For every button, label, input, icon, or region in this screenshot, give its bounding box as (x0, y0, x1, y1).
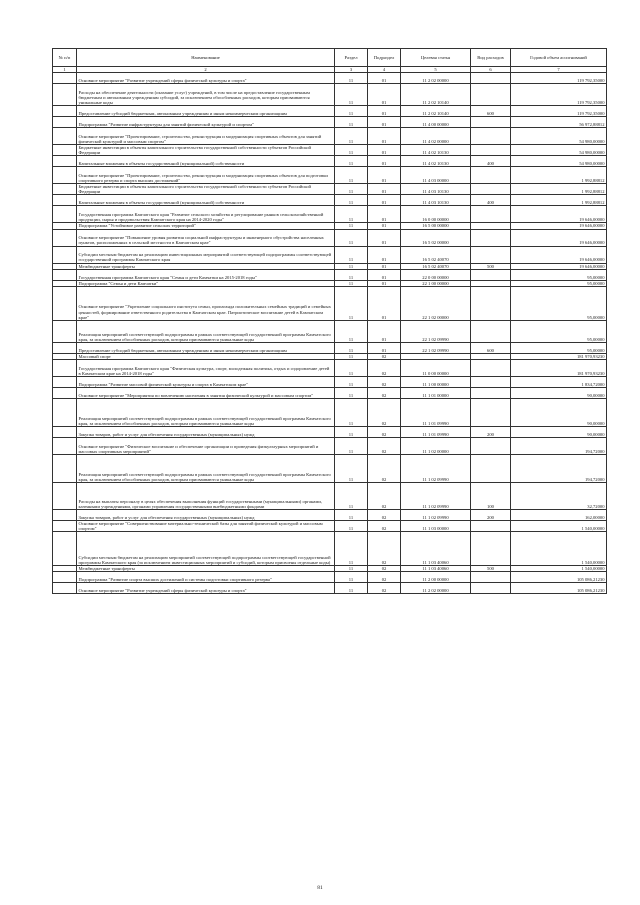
row-target-article-cell: 16 0 00 00000 (401, 206, 471, 223)
row-amount-cell: 95,00000 (511, 269, 607, 280)
row-razdel-cell: 11 (335, 572, 368, 583)
page-number: 81 (317, 885, 323, 891)
row-expense-type-cell: 200 (471, 509, 511, 520)
row-razdel-cell: 11 (335, 73, 368, 84)
row-name-cell: Расходы на выплаты персоналу в целях обеспечения выполнения функций государственными (муниципальными) органами, казенными учреждениями, органами управления государственными внебюджетными фондами (77, 482, 335, 509)
row-expense-type-cell (471, 269, 511, 280)
row-razdel-cell: 11 (335, 156, 368, 167)
table-row (53, 376, 607, 387)
row-amount-cell: 1 992,88812 (511, 167, 607, 184)
table-row (53, 454, 607, 482)
row-name-cell: Бюджетные инвестиции в объекты капитального строительства государственной собственности субъектов Российской Федерации (77, 184, 335, 195)
row-podrazdel-cell: 02 (368, 583, 401, 594)
row-podrazdel-cell: 01 (368, 223, 401, 229)
row-amount-cell: 90,00000 (511, 426, 607, 437)
row-razdel-cell: 11 (335, 280, 368, 286)
row-podrazdel-cell: 01 (368, 269, 401, 280)
row-number-cell (53, 520, 77, 531)
row-amount-cell: 90,00000 (511, 398, 607, 426)
row-podrazdel-cell: 01 (368, 229, 401, 246)
row-expense-type-cell (471, 532, 511, 566)
row-razdel-cell: 11 (335, 426, 368, 437)
row-expense-type-cell: 500 (471, 263, 511, 269)
row-razdel-cell: 11 (335, 128, 368, 145)
row-amount-cell: 181 970,93230 (511, 359, 607, 376)
row-number-cell (53, 320, 77, 342)
table-row (53, 583, 607, 594)
row-target-article-cell: 11 4 00 00000 (401, 117, 471, 128)
row-name-cell: Подпрограмма "Развитие спорта высших достижений и системы подготовки спортивного резерва" (77, 572, 335, 583)
row-number-cell (53, 387, 77, 398)
row-razdel-cell: 11 (335, 145, 368, 156)
row-target-article-cell: 11 1 02 09990 (401, 454, 471, 482)
row-number-cell (53, 376, 77, 387)
row-target-article-cell: 11 1 03 40060 (401, 566, 471, 572)
row-expense-type-cell (471, 184, 511, 195)
row-razdel-cell: 11 (335, 509, 368, 520)
row-amount-cell: 54 980,00000 (511, 145, 607, 156)
row-name-cell: Государственная программа Камчатского края "Развитие сельского хозяйства и регулирование рынков сельскохозяйственной продукции, сырья и продовольствия Камчатского края на 2014-2020 годы" (77, 206, 335, 223)
row-expense-type-cell: 600 (471, 342, 511, 353)
row-podrazdel-cell: 02 (368, 566, 401, 572)
row-target-article-cell: 22 0 00 00000 (401, 269, 471, 280)
table-row (53, 184, 607, 195)
row-amount-cell: 54 980,00000 (511, 128, 607, 145)
row-target-article-cell: 11 4 03 00000 (401, 167, 471, 184)
row-amount-cell: 105 086,21230 (511, 572, 607, 583)
col-number: 3 (335, 67, 368, 73)
row-target-article-cell: 22 1 00 00000 (401, 280, 471, 286)
row-amount-cell: 1 992,88812 (511, 184, 607, 195)
row-razdel-cell: 11 (335, 246, 368, 263)
row-expense-type-cell (471, 84, 511, 106)
row-name-cell: Субсидии местным бюджетам на реализацию инвестиционных мероприятий соответствующей подпрограммы соответствующей государственной программы Камчатского края (77, 246, 335, 263)
row-expense-type-cell (471, 246, 511, 263)
table-row (53, 229, 607, 246)
table-row (53, 482, 607, 509)
row-podrazdel-cell: 01 (368, 84, 401, 106)
table-row (53, 246, 607, 263)
row-number-cell (53, 156, 77, 167)
row-target-article-cell: 22 1 02 09990 (401, 342, 471, 353)
row-name-cell: Подпрограмма "Развитие массовой физической культуры и спорта в Камчатском крае" (77, 376, 335, 387)
row-amount-cell: 95,00000 (511, 320, 607, 342)
row-name-cell: Капитальные вложения в объекты государственной (муниципальной) собственности (77, 195, 335, 206)
table-row (53, 509, 607, 520)
row-razdel-cell: 11 (335, 184, 368, 195)
table-row (53, 286, 607, 320)
row-number-cell (53, 84, 77, 106)
row-number-cell (53, 286, 77, 320)
budget-document (52, 48, 606, 594)
table-row (53, 398, 607, 426)
row-amount-cell: 119 792,35000 (511, 84, 607, 106)
header-row (53, 49, 607, 67)
row-razdel-cell: 11 (335, 566, 368, 572)
row-number-cell (53, 532, 77, 566)
row-expense-type-cell (471, 73, 511, 84)
header-expense-type: Вид расходов (471, 49, 511, 67)
row-number-cell (53, 482, 77, 509)
row-razdel-cell: 11 (335, 482, 368, 509)
row-podrazdel-cell: 02 (368, 482, 401, 509)
table-row (53, 84, 607, 106)
row-expense-type-cell (471, 387, 511, 398)
row-podrazdel-cell: 01 (368, 184, 401, 195)
row-target-article-cell: 11 2 02 00000 (401, 583, 471, 594)
row-podrazdel-cell: 02 (368, 398, 401, 426)
header-name: Наименование (77, 49, 335, 67)
row-podrazdel-cell: 01 (368, 156, 401, 167)
row-name-cell: Предоставление субсидий бюджетным, автономным учреждениям и иным некоммерческим организациям (77, 342, 335, 353)
row-name-cell: Реализация мероприятий соответствующей подпрограммы в рамках соответствующей государственной программы Камчатского края, за исключением обособленных расходов, которым присваиваются уникальные коды (77, 398, 335, 426)
row-target-article-cell: 11 1 00 00000 (401, 376, 471, 387)
row-expense-type-cell: 400 (471, 195, 511, 206)
row-amount-cell: 95,00000 (511, 286, 607, 320)
row-number-cell (53, 454, 77, 482)
row-target-article-cell: 16 5 00 00000 (401, 223, 471, 229)
row-razdel-cell: 11 (335, 376, 368, 387)
row-expense-type-cell (471, 167, 511, 184)
row-amount-cell: 56 972,88812 (511, 117, 607, 128)
row-razdel-cell: 11 (335, 223, 368, 229)
table-row (53, 520, 607, 531)
row-number-cell (53, 269, 77, 280)
row-name-cell: Закупка товаров, работ и услуг для обеспечения государственных (муниципальных) нужд (77, 426, 335, 437)
table-row (53, 156, 607, 167)
row-name-cell: Основное мероприятие "Развитие учреждений сферы физической культуры и спорта" (77, 583, 335, 594)
row-amount-cell: 19 646,00000 (511, 263, 607, 269)
row-target-article-cell: 16 5 02 40070 (401, 263, 471, 269)
row-number-cell (53, 246, 77, 263)
row-podrazdel-cell: 01 (368, 145, 401, 156)
row-target-article-cell: 11 1 01 09990 (401, 426, 471, 437)
row-amount-cell: 1 992,88812 (511, 195, 607, 206)
row-amount-cell: 1 540,00000 (511, 520, 607, 531)
row-name-cell: Основное мероприятие "Проектирование, строительство, реконструкция и модернизация спортивных объектов для занятий физической культурой и массовым спортом" (77, 128, 335, 145)
row-name-cell: Государственная программа Камчатского края "Семья и дети Камчатки на 2015-2018 годы" (77, 269, 335, 280)
row-target-article-cell: 11 4 03 10130 (401, 184, 471, 195)
col-number: 4 (368, 67, 401, 73)
table-row (53, 320, 607, 342)
row-target-article-cell: 11 1 03 40060 (401, 532, 471, 566)
row-number-cell (53, 426, 77, 437)
row-target-article-cell: 11 4 03 10130 (401, 195, 471, 206)
row-podrazdel-cell: 01 (368, 286, 401, 320)
row-number-cell (53, 229, 77, 246)
row-expense-type-cell: 200 (471, 426, 511, 437)
row-amount-cell: 194,72000 (511, 437, 607, 454)
row-name-cell: Реализация мероприятий соответствующей подпрограммы в рамках соответствующей государственной программы Камчатского края, за исключением обособленных расходов, которым присваиваются уникальные коды (77, 320, 335, 342)
row-razdel-cell: 11 (335, 286, 368, 320)
table-row (53, 342, 607, 353)
row-amount-cell: 95,00000 (511, 280, 607, 286)
table-row (53, 437, 607, 454)
row-amount-cell: 19 646,00000 (511, 223, 607, 229)
row-number-cell (53, 583, 77, 594)
row-number-cell (53, 106, 77, 117)
row-amount-cell: 90,00000 (511, 387, 607, 398)
row-expense-type-cell (471, 320, 511, 342)
row-razdel-cell: 11 (335, 398, 368, 426)
row-number-cell (53, 128, 77, 145)
row-razdel-cell: 11 (335, 106, 368, 117)
budget-table (52, 48, 607, 594)
row-target-article-cell: 11 4 02 10130 (401, 145, 471, 156)
row-expense-type-cell: 500 (471, 566, 511, 572)
row-name-cell: Основное мероприятие "Проектирование, строительство, реконструкция и модернизация спортивных объектов для подготовки спортивного резерва и спорта высших достижений" (77, 167, 335, 184)
row-target-article-cell: 16 5 02 40070 (401, 246, 471, 263)
row-expense-type-cell (471, 454, 511, 482)
table-row (53, 167, 607, 184)
row-target-article-cell: 22 1 02 00000 (401, 286, 471, 320)
row-podrazdel-cell: 02 (368, 353, 401, 359)
row-expense-type-cell (471, 398, 511, 426)
row-podrazdel-cell: 01 (368, 128, 401, 145)
row-amount-cell: 162,00000 (511, 509, 607, 520)
row-number-cell (53, 184, 77, 195)
table-body (53, 73, 607, 594)
col-number: 5 (401, 67, 471, 73)
table-row (53, 206, 607, 223)
table-row (53, 117, 607, 128)
row-razdel-cell: 11 (335, 229, 368, 246)
row-expense-type-cell (471, 145, 511, 156)
row-podrazdel-cell: 01 (368, 206, 401, 223)
table-row (53, 426, 607, 437)
row-expense-type-cell (471, 206, 511, 223)
row-podrazdel-cell: 02 (368, 376, 401, 387)
row-expense-type-cell (471, 286, 511, 320)
table-row (53, 572, 607, 583)
row-expense-type-cell (471, 359, 511, 376)
header-podrazdel: Подраздел (368, 49, 401, 67)
col-number: 7 (511, 67, 607, 73)
row-podrazdel-cell: 01 (368, 73, 401, 84)
row-podrazdel-cell: 01 (368, 195, 401, 206)
row-name-cell: Основное мероприятие "Мероприятия по вовлечению населения в занятия физической культурой и массовым спортом" (77, 387, 335, 398)
row-razdel-cell: 11 (335, 84, 368, 106)
table-row (53, 532, 607, 566)
row-podrazdel-cell: 01 (368, 167, 401, 184)
table-row (53, 128, 607, 145)
col-number: 1 (53, 67, 77, 73)
row-amount-cell: 105 086,21230 (511, 583, 607, 594)
row-number-cell (53, 145, 77, 156)
table-row (53, 73, 607, 84)
row-podrazdel-cell: 02 (368, 532, 401, 566)
row-number-cell (53, 398, 77, 426)
row-podrazdel-cell: 02 (368, 437, 401, 454)
row-razdel-cell: 11 (335, 269, 368, 280)
table-row (53, 195, 607, 206)
row-podrazdel-cell: 02 (368, 359, 401, 376)
col-number: 6 (471, 67, 511, 73)
header-number: № п/п (53, 49, 77, 67)
row-number-cell (53, 117, 77, 128)
row-number-cell (53, 572, 77, 583)
row-expense-type-cell (471, 229, 511, 246)
row-expense-type-cell (471, 117, 511, 128)
row-razdel-cell: 11 (335, 263, 368, 269)
row-name-cell: Основное мероприятие "Укрепление социального института семьи, пропаганда положительных семейных традиций и семейных ценностей, формирование ответственного родительства в Камчатском крае. Патриотическое воспитание детей в Камчатском крае" (77, 286, 335, 320)
row-podrazdel-cell: 01 (368, 246, 401, 263)
row-number-cell (53, 359, 77, 376)
row-target-article-cell: 11 1 02 09990 (401, 509, 471, 520)
row-razdel-cell: 11 (335, 167, 368, 184)
row-podrazdel-cell: 01 (368, 106, 401, 117)
table-row (53, 387, 607, 398)
row-target-article-cell: 11 1 02 09990 (401, 482, 471, 509)
row-razdel-cell: 11 (335, 583, 368, 594)
table-row (53, 106, 607, 117)
row-razdel-cell: 11 (335, 117, 368, 128)
row-name-cell: Основное мероприятие "Развитие учреждений сферы физической культуры и спорта" (77, 73, 335, 84)
row-amount-cell: 54 980,00000 (511, 156, 607, 167)
row-amount-cell: 1 540,00000 (511, 566, 607, 572)
row-razdel-cell: 11 (335, 195, 368, 206)
row-amount-cell: 19 646,00000 (511, 229, 607, 246)
row-expense-type-cell: 400 (471, 156, 511, 167)
row-expense-type-cell: 600 (471, 106, 511, 117)
row-name-cell: Основное мероприятие "Повышение уровня развития социальной инфраструктуры и инженерного обустройства населенных пунктов, расположенных в сельской местности в Камчатском крае" (77, 229, 335, 246)
row-target-article-cell: 11 4 02 10130 (401, 156, 471, 167)
row-amount-cell: 119 792,35000 (511, 73, 607, 84)
row-name-cell: Подпрограмма "Семья и дети Камчатки" (77, 280, 335, 286)
row-name-cell: Подпрограмма "Устойчивое развитие сельских территорий" (77, 223, 335, 229)
row-razdel-cell: 11 (335, 206, 368, 223)
row-razdel-cell: 11 (335, 520, 368, 531)
row-name-cell: Закупка товаров, работ и услуг для обеспечения государственных (муниципальных) нужд (77, 509, 335, 520)
row-target-article-cell: 11 1 01 09990 (401, 398, 471, 426)
row-podrazdel-cell: 02 (368, 387, 401, 398)
row-podrazdel-cell: 02 (368, 520, 401, 531)
row-name-cell: Государственная программа Камчатского края "Физическая культура, спорт, молодежная политика, отдых и оздоровление детей в Камчатском крае на 2014-2018 годы" (77, 359, 335, 376)
row-podrazdel-cell: 01 (368, 280, 401, 286)
row-expense-type-cell (471, 572, 511, 583)
table-row (53, 269, 607, 280)
row-name-cell: Расходы на обеспечение деятельности (оказание услуг) учреждений, в том числе на предоставление государственным бюджетным и автономным учреждениям субсидий, за исключением обособленных расходов, которым присваиваются уникальные коды (77, 84, 335, 106)
row-name-cell: Субсидии местным бюджетам на реализацию мероприятий соответствующей подпрограммы соответствующей государственной программы Камчатского края (за исключением инвестиционных мероприятий и субсидий, которым присвоены отдельные коды) (77, 532, 335, 566)
row-number-cell (53, 167, 77, 184)
row-expense-type-cell (471, 583, 511, 594)
row-name-cell: Межбюджетные трансферты (77, 263, 335, 269)
row-expense-type-cell (471, 376, 511, 387)
row-razdel-cell: 11 (335, 359, 368, 376)
row-razdel-cell: 11 (335, 387, 368, 398)
row-name-cell: Основное мероприятие "Совершенствование материально-технической базы для занятий физической культурой и массовым спортом" (77, 520, 335, 531)
row-podrazdel-cell: 02 (368, 454, 401, 482)
row-number-cell (53, 509, 77, 520)
row-target-article-cell: 11 4 02 00000 (401, 128, 471, 145)
row-razdel-cell: 11 (335, 342, 368, 353)
row-target-article-cell: 11 2 02 10140 (401, 84, 471, 106)
row-name-cell: Бюджетные инвестиции в объекты капитального строительства государственной собственности субъектов Российской Федерации (77, 145, 335, 156)
row-razdel-cell: 11 (335, 454, 368, 482)
row-amount-cell: 32,72000 (511, 482, 607, 509)
row-number-cell (53, 342, 77, 353)
row-target-article-cell: 11 0 00 00000 (401, 359, 471, 376)
row-name-cell: Реализация мероприятий соответствующей подпрограммы в рамках соответствующей государственной программы Камчатского края, за исключением обособленных расходов, которым присваиваются уникальные коды (77, 454, 335, 482)
row-razdel-cell: 11 (335, 320, 368, 342)
row-podrazdel-cell: 02 (368, 426, 401, 437)
row-podrazdel-cell: 01 (368, 117, 401, 128)
col-number: 2 (77, 67, 335, 73)
row-podrazdel-cell: 01 (368, 342, 401, 353)
row-amount-cell: 181 970,93230 (511, 353, 607, 359)
header-target-article: Целевая статья (401, 49, 471, 67)
row-target-article-cell: 22 1 02 09990 (401, 320, 471, 342)
row-target-article-cell: 11 1 01 00000 (401, 387, 471, 398)
row-name-cell: Подпрограмма "Развитие инфраструктуры для занятий физической культурой и спортом" (77, 117, 335, 128)
header-annual-amount: Годовой объем ассигнований (511, 49, 607, 67)
table-row (53, 145, 607, 156)
row-amount-cell: 19 646,00000 (511, 246, 607, 263)
row-number-cell (53, 206, 77, 223)
row-expense-type-cell: 100 (471, 482, 511, 509)
row-number-cell (53, 73, 77, 84)
row-name-cell: Основное мероприятие "Физическое воспитание и обеспечение организации и проведения физкультурных мероприятий и массовых спортивных мероприятий" (77, 437, 335, 454)
row-target-article-cell: 11 1 03 00000 (401, 520, 471, 531)
row-podrazdel-cell: 02 (368, 572, 401, 583)
table-row (53, 359, 607, 376)
row-razdel-cell: 11 (335, 437, 368, 454)
row-amount-cell: 95,00000 (511, 342, 607, 353)
row-amount-cell: 19 646,00000 (511, 206, 607, 223)
row-amount-cell: 194,72000 (511, 454, 607, 482)
row-target-article-cell: 16 5 02 00000 (401, 229, 471, 246)
row-amount-cell: 119 792,35000 (511, 106, 607, 117)
row-expense-type-cell (471, 437, 511, 454)
row-name-cell: Предоставление субсидий бюджетным, автономным учреждениям и иным некоммерческим организациям (77, 106, 335, 117)
row-number-cell (53, 437, 77, 454)
row-target-article-cell: 11 2 00 00000 (401, 572, 471, 583)
row-podrazdel-cell: 02 (368, 509, 401, 520)
row-target-article-cell: 11 2 02 10140 (401, 106, 471, 117)
row-podrazdel-cell: 01 (368, 320, 401, 342)
row-name-cell: Межбюджетные трансферты (77, 566, 335, 572)
row-target-article-cell: 11 2 02 00000 (401, 73, 471, 84)
row-amount-cell: 1 834,72000 (511, 376, 607, 387)
row-number-cell (53, 195, 77, 206)
header-razdel: Раздел (335, 49, 368, 67)
row-razdel-cell: 11 (335, 353, 368, 359)
row-name-cell: Массовый спорт (77, 353, 335, 359)
row-name-cell: Капитальные вложения в объекты государственной (муниципальной) собственности (77, 156, 335, 167)
row-podrazdel-cell: 01 (368, 263, 401, 269)
row-expense-type-cell (471, 520, 511, 531)
row-expense-type-cell (471, 128, 511, 145)
row-target-article-cell: 11 1 02 00000 (401, 437, 471, 454)
row-amount-cell: 1 540,00000 (511, 532, 607, 566)
row-razdel-cell: 11 (335, 532, 368, 566)
